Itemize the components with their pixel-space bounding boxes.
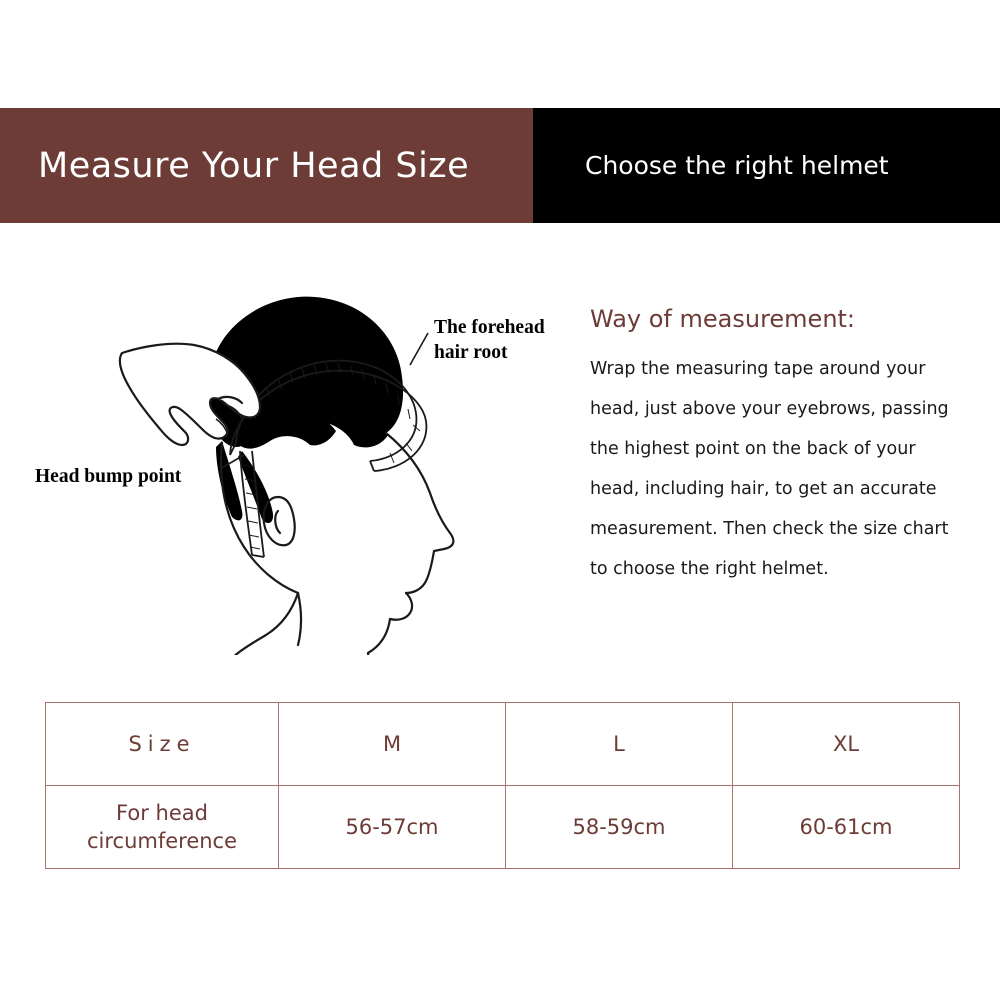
table-cell-xl-value: 60-61cm	[733, 786, 960, 869]
label-forehead-line1: The forehead	[434, 317, 545, 338]
table-header-xl: XL	[733, 703, 960, 786]
page-title: Measure Your Head Size	[38, 145, 470, 186]
banner-right-panel	[533, 108, 1000, 223]
header-banner	[0, 108, 1000, 223]
label-forehead-line2: hair root	[434, 342, 508, 363]
measurement-body: Wrap the measuring tape around your head, just above your eyebrows, passing the highest point on the back of your head, including hair, to get an accurate measurement. Then check the size chart to choose the right helmet.	[590, 359, 949, 579]
table-cell-l-value: 58-59cm	[506, 786, 733, 869]
table-row-circumference	[46, 786, 960, 869]
face-outline	[221, 433, 453, 653]
size-chart-table	[45, 702, 960, 869]
banner-left-panel	[0, 108, 533, 223]
table-header-size: Size	[46, 703, 279, 786]
head-measurement-illustration	[30, 255, 550, 655]
measurement-heading: Way of measurement:	[590, 305, 856, 333]
table-row-label	[46, 786, 279, 869]
page-subtitle: Choose the right helmet	[585, 151, 889, 180]
table-header-l: L	[506, 703, 733, 786]
table-row-header	[46, 703, 960, 786]
measurement-instructions	[590, 305, 970, 589]
table-cell-m-value: 56-57cm	[279, 786, 506, 869]
table-row-label-line1: For head	[116, 801, 208, 825]
label-forehead-hair-root	[434, 315, 574, 365]
table-header-m: M	[279, 703, 506, 786]
label-head-bump-point: Head bump point	[35, 466, 182, 487]
table-row-label-line2: circumference	[86, 829, 238, 853]
